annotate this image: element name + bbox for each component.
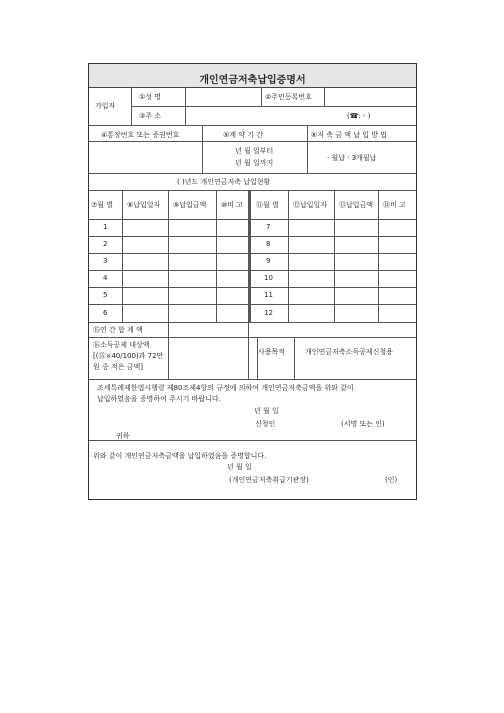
declaration-line1: 조세특례제한법시행령 제80조제4항의 규정에 의하여 개인연금저축금액을 위와 같이 — [97, 384, 354, 392]
divider — [89, 253, 416, 254]
divider — [89, 304, 416, 305]
col-month-right: ⑪월 별 — [256, 201, 279, 209]
divider — [248, 322, 249, 379]
month-cell: 1 — [103, 223, 108, 231]
certification-line1: 위와 같이 개인연금저축금액을 납입하였음을 증명합니다. — [93, 452, 267, 460]
divider — [89, 379, 416, 380]
ssn-label: ②주민등록번호 — [265, 93, 312, 101]
col-paydate-left: ⑧납입일자 — [127, 201, 161, 209]
issuer-label: (개인연금저축취급기관장) — [229, 476, 309, 484]
declaration-line2: 납입하였음을 증명하여 주시기 바랍니다. — [97, 395, 221, 403]
signature-label: (서명 또는 인) — [341, 420, 385, 428]
month-cell: 7 — [266, 223, 271, 231]
payment-method-label: ⑥저 축 금 액 납 입 방 법 — [311, 131, 387, 139]
col-amount-left: ⑨납입금액 — [173, 201, 207, 209]
certification-date: 년 월 일 — [227, 463, 252, 471]
account-number-label: ④통장번호 또는 증권번호 — [101, 131, 180, 139]
divider — [216, 190, 217, 322]
divider — [89, 219, 416, 220]
deduction-label-1: ⑯소득공제 대상액 — [93, 341, 150, 349]
period-from: 년 월 일부터 — [235, 147, 274, 155]
divider — [89, 173, 416, 174]
divider — [288, 190, 289, 322]
divider — [334, 190, 335, 322]
divider — [89, 287, 416, 288]
divider — [202, 125, 203, 173]
month-cell: 4 — [103, 274, 108, 282]
divider — [168, 190, 169, 322]
divider — [261, 87, 262, 106]
divider — [248, 190, 251, 322]
divider — [89, 236, 416, 237]
divider — [324, 87, 325, 106]
recipient-label: 귀하 — [116, 432, 130, 440]
month-cell: 5 — [103, 291, 108, 299]
divider — [89, 141, 416, 142]
divider — [89, 270, 416, 271]
divider — [89, 337, 416, 338]
col-note-right: ⑭비 고 — [383, 201, 406, 209]
divider — [89, 125, 416, 126]
divider — [131, 106, 416, 107]
divider — [307, 125, 308, 173]
certificate-form — [88, 63, 417, 500]
divider — [185, 87, 186, 106]
deduction-label-2: [(⑮×40/100)과 72만 — [93, 352, 164, 360]
month-cell: 10 — [264, 274, 273, 282]
address-label: ③주 소 — [139, 112, 162, 120]
divider — [89, 322, 416, 323]
purpose-value: 개인연금저축소득공제신청용 — [305, 348, 393, 356]
name-label: ①성 명 — [139, 93, 162, 101]
purpose-label: 사용목적 — [258, 348, 286, 356]
col-paydate-right: ⑫납입일자 — [293, 201, 328, 209]
month-cell: 2 — [103, 240, 108, 248]
annual-total-label: ⑮연 간 합 계 액 — [93, 326, 143, 334]
status-title: ( )년도 개인연금저축 납입현황 — [177, 178, 271, 186]
month-cell: 12 — [264, 309, 273, 317]
col-month-left: ⑦월 별 — [91, 201, 114, 209]
divider — [257, 337, 258, 379]
col-note-left: ⑩비 고 — [221, 201, 244, 209]
divider — [122, 190, 123, 322]
month-cell: 9 — [266, 257, 271, 265]
form-title: 개인연금저축납입증명서 — [199, 75, 306, 86]
declaration-date: 년 월 일 — [254, 407, 279, 415]
payment-method-options: · 월납 · 3개월납 — [327, 154, 377, 162]
contract-period-label: ⑤계 약 기 간 — [223, 131, 263, 139]
month-cell: 8 — [266, 240, 271, 248]
month-cell: 6 — [103, 309, 108, 317]
month-cell: 3 — [103, 257, 108, 265]
subscriber-label: 가입자 — [95, 102, 116, 110]
applicant-label: 신청인 — [255, 420, 276, 428]
deduction-label-3: 원 중 적은 금액] — [93, 363, 143, 371]
divider — [378, 190, 379, 322]
divider — [168, 322, 169, 379]
period-to: 년 월 일까지 — [235, 159, 274, 167]
divider — [294, 337, 295, 379]
divider — [89, 190, 416, 191]
divider — [185, 106, 186, 125]
phone-label: (☎: - ) — [347, 112, 371, 120]
month-cell: 11 — [264, 291, 273, 299]
col-amount-right: ⑬납입금액 — [339, 201, 374, 209]
seal-label: (인) — [385, 476, 398, 484]
divider — [89, 440, 416, 441]
